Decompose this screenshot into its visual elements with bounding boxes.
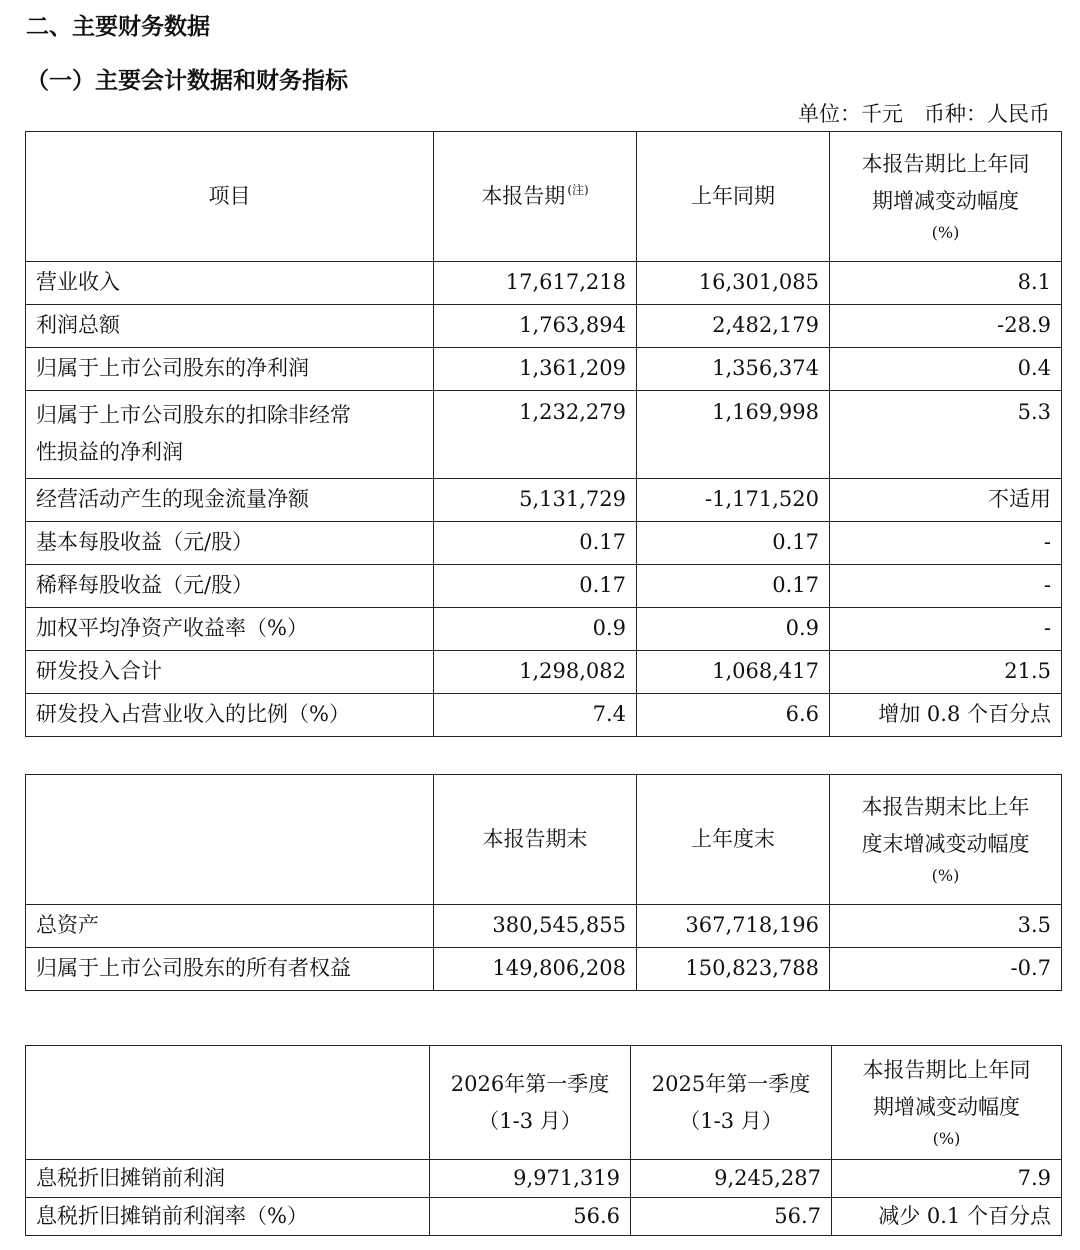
row-item: 利润总额 xyxy=(26,305,434,348)
row-item: 加权平均净资产收益率（%） xyxy=(26,608,434,651)
table-header-row xyxy=(26,1046,1062,1160)
row-prior: 1,169,998 xyxy=(637,391,830,479)
row-item: 稀释每股收益（元/股） xyxy=(26,565,434,608)
row-change: 8.1 xyxy=(830,262,1062,305)
table-row xyxy=(26,1160,1062,1198)
row-prior: 16,301,085 xyxy=(637,262,830,305)
table-header-row xyxy=(26,775,1062,905)
header-change-pct: (%) xyxy=(932,1129,961,1149)
row-prior: 0.17 xyxy=(637,522,830,565)
row-current: 0.17 xyxy=(434,565,637,608)
header-current-period xyxy=(434,132,637,262)
row-item: 息税折旧摊销前利润 xyxy=(26,1160,430,1198)
row-current: 1,298,082 xyxy=(434,651,637,694)
row-current: 0.9 xyxy=(434,608,637,651)
header-prior-period: 上年同期 xyxy=(637,132,830,262)
financial-data-table xyxy=(25,131,1062,737)
balance-table xyxy=(25,774,1062,991)
header-2026-line1: 2026年第一季度 xyxy=(450,1071,610,1096)
row-change: 不适用 xyxy=(830,479,1062,522)
table-header-row xyxy=(26,132,1062,262)
header-change-line2: 期增减变动幅度 xyxy=(873,1094,1020,1119)
row-change: - xyxy=(830,608,1062,651)
subsection-title: （一）主要会计数据和财务指标 xyxy=(26,68,348,94)
table-row xyxy=(26,522,1062,565)
table-row xyxy=(26,305,1062,348)
header-change xyxy=(830,132,1062,262)
row-prior: 56.7 xyxy=(631,1198,832,1236)
row-prior: 2,482,179 xyxy=(637,305,830,348)
row-prior: 0.17 xyxy=(637,565,830,608)
header-change-pct: (%) xyxy=(931,223,960,243)
row-item: 研发投入占营业收入的比例（%） xyxy=(26,694,434,737)
row-prior: 0.9 xyxy=(637,608,830,651)
row-prior: 9,245,287 xyxy=(631,1160,832,1198)
header-change-line2: 度末增减变动幅度 xyxy=(861,831,1030,856)
header-change-line1: 本报告期比上年同 xyxy=(861,151,1030,176)
header-note: (注) xyxy=(567,182,589,197)
row-change: -0.7 xyxy=(830,948,1062,991)
row-current: 56.6 xyxy=(430,1198,631,1236)
table-row xyxy=(26,479,1062,522)
header-change xyxy=(830,775,1062,905)
row-current: 5,131,729 xyxy=(434,479,637,522)
ebitda-table xyxy=(25,1045,1062,1236)
row-change: 5.3 xyxy=(830,391,1062,479)
row-current: 380,545,855 xyxy=(434,905,637,948)
header-change-pct: (%) xyxy=(931,866,960,886)
row-item: 息税折旧摊销前利润率（%） xyxy=(26,1198,430,1236)
row-current: 149,806,208 xyxy=(434,948,637,991)
table-row xyxy=(26,565,1062,608)
header-change-line1: 本报告期末比上年 xyxy=(861,794,1030,819)
row-current: 1,763,894 xyxy=(434,305,637,348)
row-current: 17,617,218 xyxy=(434,262,637,305)
header-2026-line2: （1-3 月） xyxy=(478,1108,582,1133)
table-row xyxy=(26,651,1062,694)
table-row xyxy=(26,262,1062,305)
row-change: 0.4 xyxy=(830,348,1062,391)
row-item: 研发投入合计 xyxy=(26,651,434,694)
table-row xyxy=(26,391,1062,479)
header-2025-q1 xyxy=(631,1046,832,1160)
row-prior: 367,718,196 xyxy=(637,905,830,948)
header-prior-year-end: 上年度末 xyxy=(637,775,830,905)
row-change: 3.5 xyxy=(830,905,1062,948)
row-item: 营业收入 xyxy=(26,262,434,305)
row-item xyxy=(26,391,434,479)
row-change: 7.9 xyxy=(832,1160,1062,1198)
row-change: 增加 0.8 个百分点 xyxy=(830,694,1062,737)
section-title: 二、主要财务数据 xyxy=(26,14,210,40)
row-item-line2: 性损益的净利润 xyxy=(36,439,183,464)
row-current: 0.17 xyxy=(434,522,637,565)
row-change: 减少 0.1 个百分点 xyxy=(832,1198,1062,1236)
header-change-line2: 期增减变动幅度 xyxy=(872,188,1019,213)
header-change-line1: 本报告期比上年同 xyxy=(862,1057,1031,1082)
header-item-empty xyxy=(26,1046,430,1160)
header-item: 项目 xyxy=(26,132,434,262)
row-current: 1,361,209 xyxy=(434,348,637,391)
row-item-line1: 归属于上市公司股东的扣除非经常 xyxy=(36,403,351,427)
table-row xyxy=(26,905,1062,948)
row-prior: 150,823,788 xyxy=(637,948,830,991)
unit-note: 单位：千元 币种：人民币 xyxy=(798,102,1050,126)
table-row xyxy=(26,694,1062,737)
header-2026-q1 xyxy=(430,1046,631,1160)
row-current: 1,232,279 xyxy=(434,391,637,479)
row-current: 7.4 xyxy=(434,694,637,737)
row-item: 基本每股收益（元/股） xyxy=(26,522,434,565)
row-change: 21.5 xyxy=(830,651,1062,694)
row-prior: -1,171,520 xyxy=(637,479,830,522)
row-item: 归属于上市公司股东的净利润 xyxy=(26,348,434,391)
header-change xyxy=(832,1046,1062,1160)
row-change: - xyxy=(830,522,1062,565)
row-prior: 1,356,374 xyxy=(637,348,830,391)
header-current-label: 本报告期 xyxy=(481,183,566,208)
row-item: 经营活动产生的现金流量净额 xyxy=(26,479,434,522)
header-item-empty xyxy=(26,775,434,905)
row-item: 归属于上市公司股东的所有者权益 xyxy=(26,948,434,991)
row-change: - xyxy=(830,565,1062,608)
row-item: 总资产 xyxy=(26,905,434,948)
table-row xyxy=(26,1198,1062,1236)
row-change: -28.9 xyxy=(830,305,1062,348)
table-row xyxy=(26,948,1062,991)
table-row xyxy=(26,608,1062,651)
row-current: 9,971,319 xyxy=(430,1160,631,1198)
header-2025-line2: （1-3 月） xyxy=(679,1108,783,1133)
table-row xyxy=(26,348,1062,391)
row-prior: 1,068,417 xyxy=(637,651,830,694)
header-2025-line1: 2025年第一季度 xyxy=(651,1071,811,1096)
header-period-end: 本报告期末 xyxy=(434,775,637,905)
row-prior: 6.6 xyxy=(637,694,830,737)
